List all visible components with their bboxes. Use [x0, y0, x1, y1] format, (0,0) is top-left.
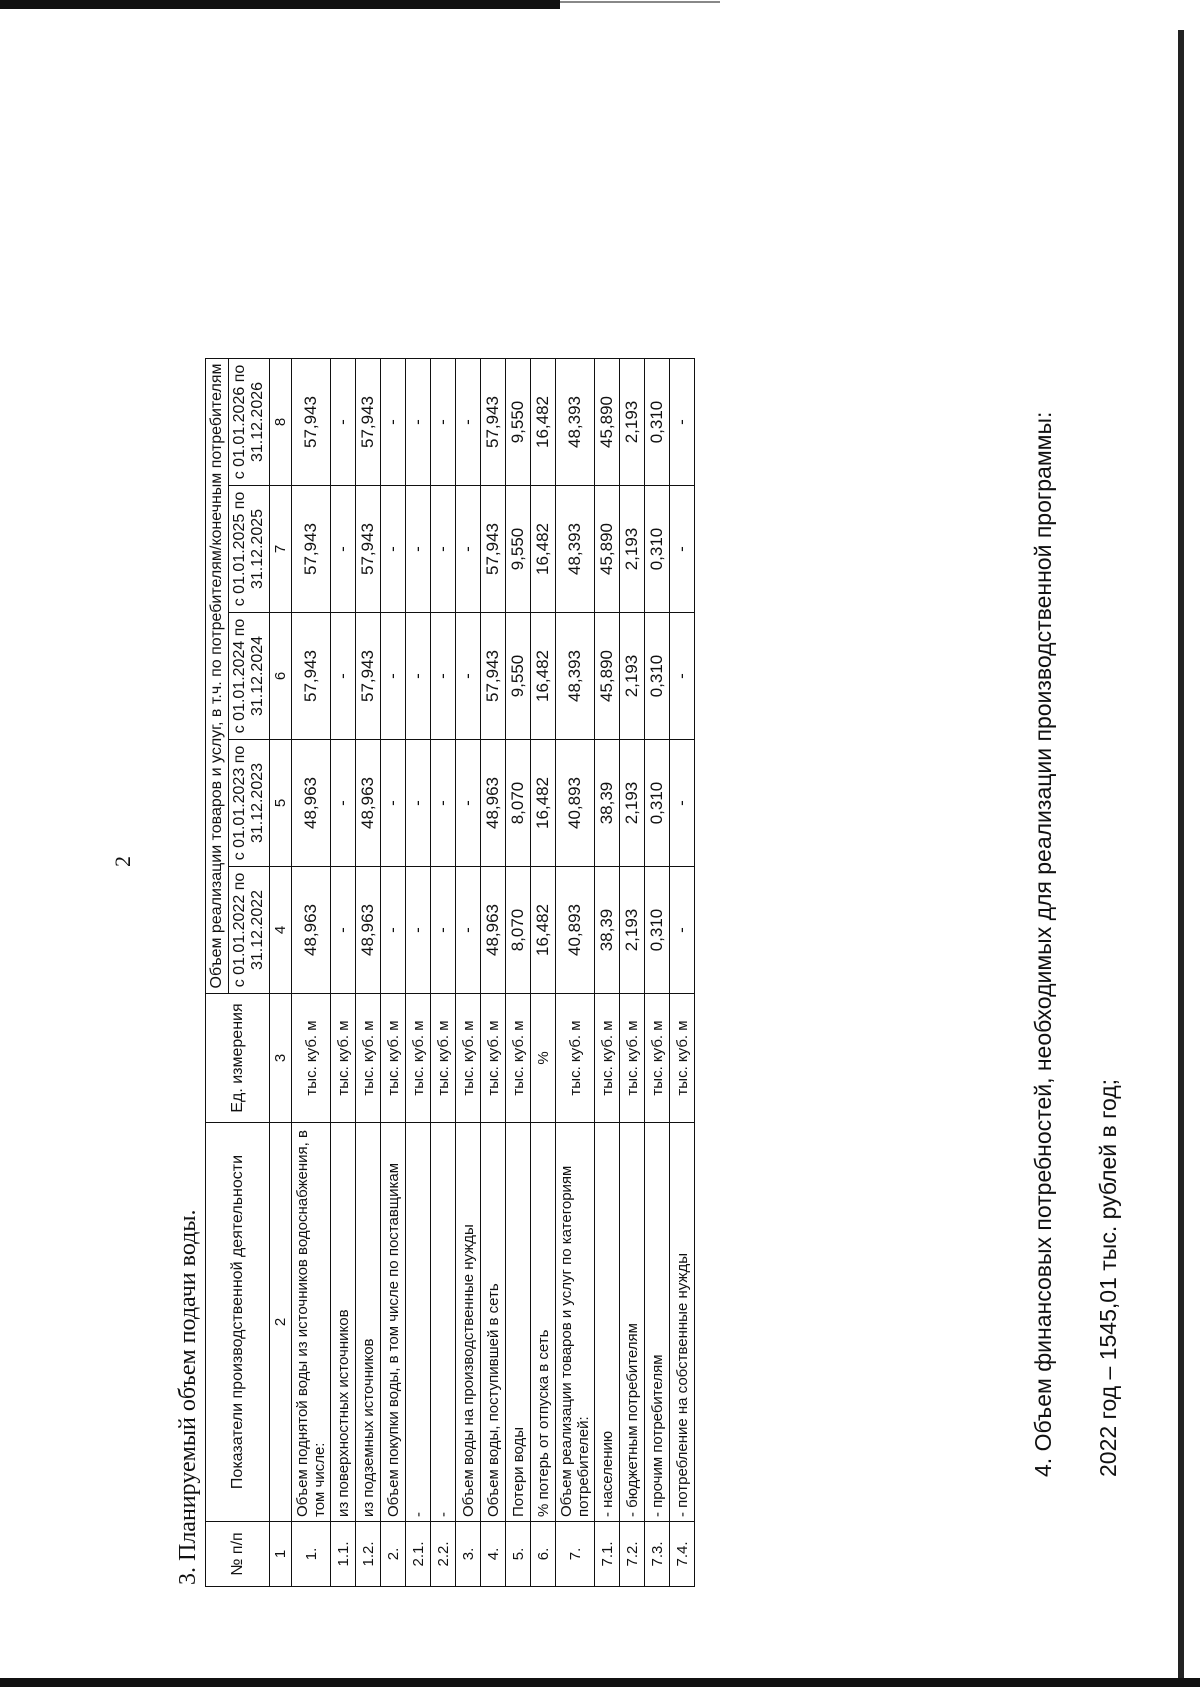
row-unit: тыс. куб. м	[595, 994, 620, 1123]
header-unit: Ед. измерения	[206, 994, 270, 1123]
table-body	[270, 359, 695, 1587]
row-number: 4.	[481, 1522, 506, 1587]
row-value: 8,070	[506, 867, 531, 994]
row-value: -	[381, 486, 406, 613]
row-value: -	[670, 613, 695, 740]
row-indicator: Объем покупки воды, в том числе по поставщикам	[381, 1123, 406, 1522]
row-value: 0,310	[645, 486, 670, 613]
row-unit: тыс. куб. м	[381, 994, 406, 1123]
row-indicator: - прочим потребителям	[645, 1123, 670, 1522]
row-number: 2.	[381, 1522, 406, 1587]
row-unit: тыс. куб. м	[620, 994, 645, 1123]
row-value: -	[431, 867, 456, 994]
row-number: 7.	[556, 1522, 595, 1587]
row-value: 48,393	[556, 486, 595, 613]
row-value: 2,193	[620, 867, 645, 994]
header-year: с 01.01.2025 по 31.12.2025	[229, 486, 270, 613]
row-value: 57,943	[481, 613, 506, 740]
row-number: 2.1.	[406, 1522, 431, 1587]
header-year: с 01.01.2023 по 31.12.2023	[229, 740, 270, 867]
row-value: -	[331, 867, 356, 994]
row-indicator: Объем воды на производственные нужды	[456, 1123, 481, 1522]
header-year: с 01.01.2026 по 31.12.2026	[229, 359, 270, 486]
table-row	[292, 359, 331, 1587]
year-financing-line: 2022 год – 1545,01 тыс. рублей в год;	[1095, 1078, 1121, 1477]
row-value: 57,943	[356, 359, 381, 486]
row-value: 2,193	[620, 613, 645, 740]
row-value: -	[406, 359, 431, 486]
row-value: 0,310	[645, 359, 670, 486]
row-unit: тыс. куб. м	[406, 994, 431, 1123]
table-row	[670, 359, 695, 1587]
row-value: 45,890	[595, 486, 620, 613]
row-value: 9,550	[506, 486, 531, 613]
row-indicator: - потребление на собственные нужды	[670, 1123, 695, 1522]
row-indicator: Объем воды, поступившей в сеть	[481, 1123, 506, 1522]
row-value: -	[406, 613, 431, 740]
row-value: -	[331, 740, 356, 867]
row-unit: тыс. куб. м	[456, 994, 481, 1123]
row-number: 2.2.	[431, 1522, 456, 1587]
row-unit: тыс. куб. м	[331, 994, 356, 1123]
row-value: 9,550	[506, 613, 531, 740]
table-row	[595, 359, 620, 1587]
row-value: -	[670, 359, 695, 486]
table-row	[481, 359, 506, 1587]
row-number: 7.4.	[670, 1522, 695, 1587]
table-row	[456, 359, 481, 1587]
row-number: 1.1.	[331, 1522, 356, 1587]
row-number: 7.1.	[595, 1522, 620, 1587]
row-value: -	[670, 867, 695, 994]
row-indicator: -	[406, 1123, 431, 1522]
header-year: с 01.01.2022 по 31.12.2022	[229, 867, 270, 994]
row-number: 7.2.	[620, 1522, 645, 1587]
row-value: 16,482	[531, 867, 556, 994]
row-indicator: - населению	[595, 1123, 620, 1522]
row-value: 16,482	[531, 359, 556, 486]
row-value: 48,963	[292, 867, 331, 994]
row-unit: тыс. куб. м	[670, 994, 695, 1123]
row-indicator: из подземных источников	[356, 1123, 381, 1522]
row-value: 2,193	[620, 740, 645, 867]
row-unit: тыс. куб. м	[431, 994, 456, 1123]
table-row	[356, 359, 381, 1587]
table-row	[431, 359, 456, 1587]
section-4-title: 4. Объем финансовых потребностей, необходимых для реализации производственной программы:	[1030, 411, 1056, 1477]
column-index-row	[270, 359, 292, 1587]
column-index: 3	[270, 994, 292, 1123]
table-row	[331, 359, 356, 1587]
row-value: 48,963	[481, 740, 506, 867]
row-value: -	[456, 486, 481, 613]
table-row	[531, 359, 556, 1587]
column-index: 6	[270, 613, 292, 740]
row-unit: тыс. куб. м	[645, 994, 670, 1123]
row-value: -	[406, 740, 431, 867]
row-value: 40,893	[556, 740, 595, 867]
row-number: 5.	[506, 1522, 531, 1587]
water-supply-table	[205, 358, 695, 1587]
row-value: 48,963	[356, 740, 381, 867]
row-unit: тыс. куб. м	[292, 994, 331, 1123]
row-value: -	[381, 740, 406, 867]
column-index: 7	[270, 486, 292, 613]
row-value: 57,943	[481, 486, 506, 613]
row-value: -	[431, 613, 456, 740]
table-row	[556, 359, 595, 1587]
row-value: -	[456, 867, 481, 994]
table-row	[406, 359, 431, 1587]
row-value: 48,393	[556, 613, 595, 740]
row-indicator: из поверхностных источников	[331, 1123, 356, 1522]
row-value: -	[331, 486, 356, 613]
row-unit: тыс. куб. м	[506, 994, 531, 1123]
row-value: 57,943	[356, 613, 381, 740]
row-number: 1.	[292, 1522, 331, 1587]
row-value: 38,39	[595, 740, 620, 867]
row-value: 57,943	[356, 486, 381, 613]
row-value: -	[670, 740, 695, 867]
column-index: 8	[270, 359, 292, 486]
row-value: -	[670, 486, 695, 613]
row-value: -	[456, 359, 481, 486]
row-unit: тыс. куб. м	[356, 994, 381, 1123]
row-number: 1.2.	[356, 1522, 381, 1587]
row-value: 9,550	[506, 359, 531, 486]
table-row	[645, 359, 670, 1587]
row-value: 48,963	[292, 740, 331, 867]
row-value: -	[406, 486, 431, 613]
row-value: 2,193	[620, 359, 645, 486]
header-number: № п/п	[206, 1522, 270, 1587]
row-unit: тыс. куб. м	[481, 994, 506, 1123]
row-unit: %	[531, 994, 556, 1123]
row-value: 48,963	[481, 867, 506, 994]
row-value: 2,193	[620, 486, 645, 613]
row-number: 3.	[456, 1522, 481, 1587]
row-value: -	[431, 359, 456, 486]
header-year: с 01.01.2024 по 31.12.2024	[229, 613, 270, 740]
row-value: -	[381, 867, 406, 994]
row-value: 57,943	[481, 359, 506, 486]
column-index: 1	[270, 1522, 292, 1587]
header-row-1	[206, 359, 229, 1587]
row-value: 57,943	[292, 613, 331, 740]
header-indicator: Показатели производственной деятельности	[206, 1123, 270, 1522]
row-value: -	[331, 359, 356, 486]
column-index: 2	[270, 1123, 292, 1522]
row-value: 57,943	[292, 486, 331, 613]
row-indicator: - бюджетным потребителям	[620, 1123, 645, 1522]
row-value: 16,482	[531, 613, 556, 740]
row-value: 45,890	[595, 359, 620, 486]
row-value: 16,482	[531, 740, 556, 867]
row-value: 8,070	[506, 740, 531, 867]
row-value: -	[431, 740, 456, 867]
row-value: 48,963	[356, 867, 381, 994]
row-indicator: % потерь от отпуска в сеть	[531, 1123, 556, 1522]
row-value: -	[381, 613, 406, 740]
row-indicator: Объем поднятой воды из источников водоснабжения, в том числе:	[292, 1123, 331, 1522]
header-group: Объем реализации товаров и услуг, в т.ч. по потребителям/конечным потребителям	[206, 359, 229, 994]
row-value: 0,310	[645, 867, 670, 994]
column-index: 4	[270, 867, 292, 994]
row-number: 6.	[531, 1522, 556, 1587]
table-row	[506, 359, 531, 1587]
row-indicator: Объем реализации товаров и услуг по категориям потребителей:	[556, 1123, 595, 1522]
row-value: 16,482	[531, 486, 556, 613]
column-index: 5	[270, 740, 292, 867]
row-value: 38,39	[595, 867, 620, 994]
row-value: 40,893	[556, 867, 595, 994]
row-value: -	[456, 740, 481, 867]
row-value: -	[381, 359, 406, 486]
row-value: -	[406, 867, 431, 994]
row-value: 0,310	[645, 613, 670, 740]
row-value: -	[431, 486, 456, 613]
row-value: 0,310	[645, 740, 670, 867]
row-value: 57,943	[292, 359, 331, 486]
page-number: 2	[110, 856, 135, 867]
row-indicator: -	[431, 1123, 456, 1522]
row-value: 45,890	[595, 613, 620, 740]
table-row	[620, 359, 645, 1587]
table-row	[381, 359, 406, 1587]
row-value: 48,393	[556, 359, 595, 486]
row-number: 7.3.	[645, 1522, 670, 1587]
row-indicator: Потери воды	[506, 1123, 531, 1522]
section-3-title: 3. Планируемый объем подачи воды.	[175, 1209, 201, 1585]
row-unit: тыс. куб. м	[556, 994, 595, 1123]
row-value: -	[456, 613, 481, 740]
row-value: -	[331, 613, 356, 740]
